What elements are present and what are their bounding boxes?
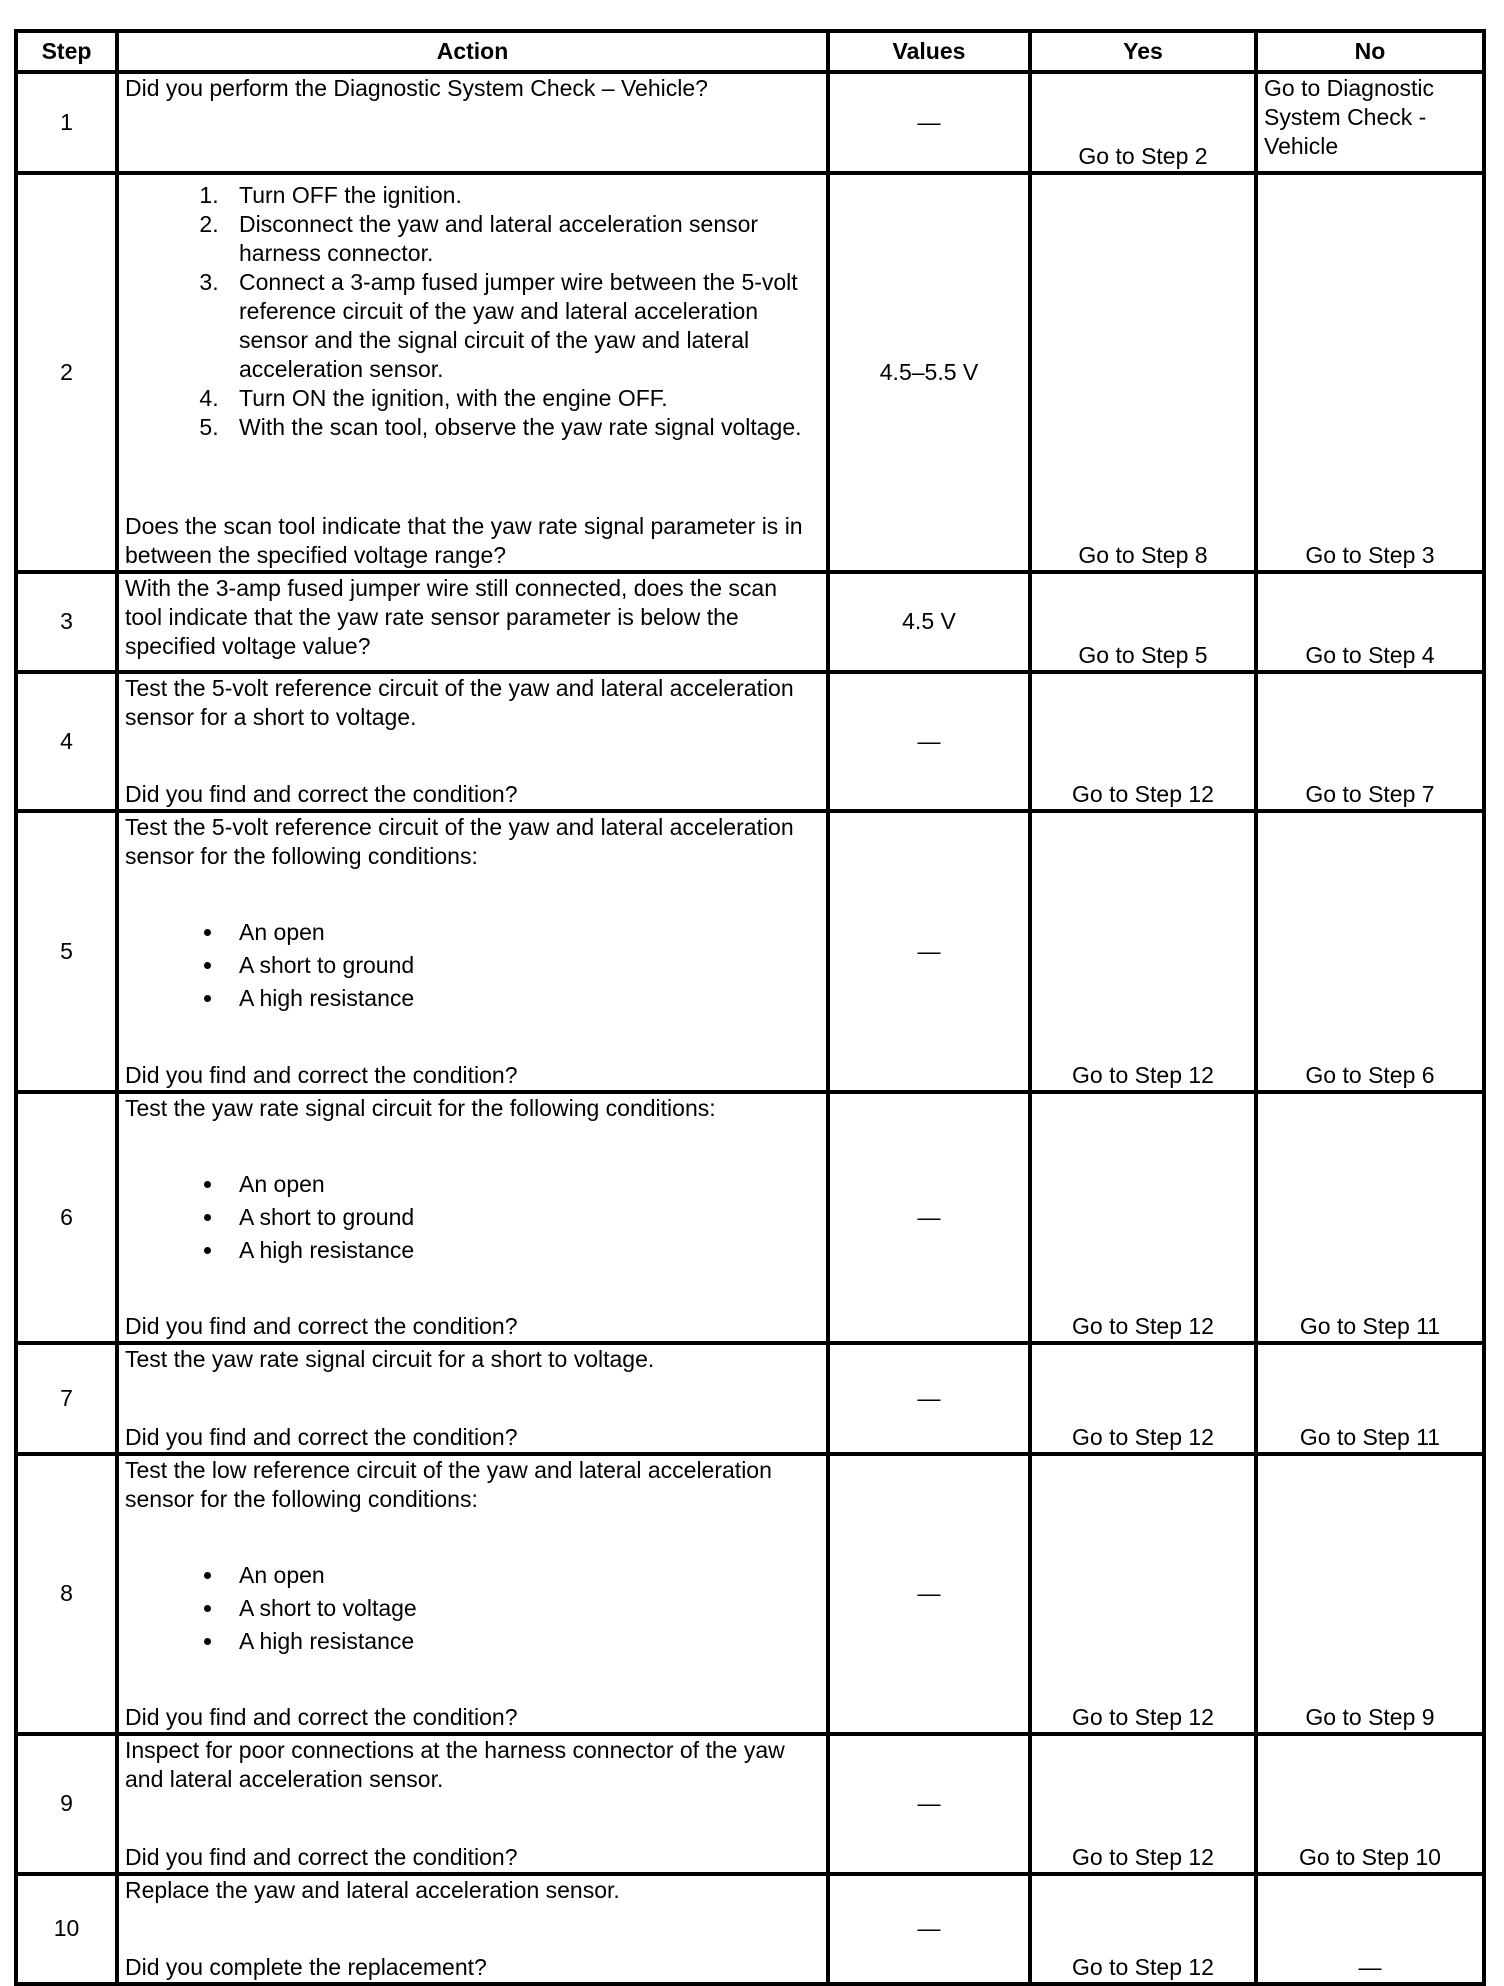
header-row xyxy=(16,31,1484,72)
values-cell: — xyxy=(828,811,1030,1092)
condition-list xyxy=(125,916,820,1015)
condition-item: • An open xyxy=(225,1559,820,1592)
values-cell: — xyxy=(828,1092,1030,1344)
values-cell: — xyxy=(828,1734,1030,1873)
yes-cell: Go to Step 12 xyxy=(1030,1734,1256,1873)
table-row xyxy=(16,72,1484,173)
action-question: Did you find and correct the condition? xyxy=(125,1704,518,1731)
condition-item: • A high resistance xyxy=(225,1625,820,1658)
table-row xyxy=(16,173,1484,572)
header-no: No xyxy=(1256,31,1484,72)
action-cell xyxy=(117,1343,828,1453)
action-text: Did you perform the Diagnostic System Check – Vehicle? xyxy=(125,75,708,101)
condition-list xyxy=(125,1559,820,1658)
no-cell: Go to Step 10 xyxy=(1256,1734,1484,1873)
no-cell: Go to Step 11 xyxy=(1256,1092,1484,1344)
action-text: Test the yaw rate signal circuit for a short to voltage. xyxy=(125,1346,655,1373)
values-cell: — xyxy=(828,672,1030,811)
header-yes: Yes xyxy=(1030,31,1256,72)
action-cell xyxy=(117,1454,828,1735)
step-number: 7 xyxy=(16,1343,117,1453)
no-cell: Go to Step 7 xyxy=(1256,672,1484,811)
procedure-item: 2. Disconnect the yaw and lateral acceleration sensor harness connector. xyxy=(225,210,820,268)
action-question: Did you find and correct the condition? xyxy=(125,1313,518,1340)
header-step: Step xyxy=(16,31,117,72)
condition-item: • A high resistance xyxy=(225,1234,820,1267)
action-cell xyxy=(117,1874,828,1984)
step-number: 2 xyxy=(16,173,117,572)
table-row xyxy=(16,1092,1484,1344)
values-cell: — xyxy=(828,1874,1030,1984)
step-number: 6 xyxy=(16,1092,117,1344)
action-question: Does the scan tool indicate that the yaw rate signal parameter is in between the specified voltage range? xyxy=(125,513,803,569)
action-cell xyxy=(117,1092,828,1344)
action-text: Test the yaw rate signal circuit for the following conditions: xyxy=(125,1094,716,1121)
procedure-list xyxy=(125,181,820,442)
yes-cell: Go to Step 12 xyxy=(1030,1874,1256,1984)
values-cell: — xyxy=(828,1343,1030,1453)
yes-cell: Go to Step 12 xyxy=(1030,1343,1256,1453)
action-cell xyxy=(117,672,828,811)
action-cell xyxy=(117,1734,828,1873)
table-row xyxy=(16,1734,1484,1873)
no-cell: Go to Step 4 xyxy=(1256,572,1484,671)
no-cell: Go to Step 9 xyxy=(1256,1454,1484,1735)
table-row xyxy=(16,1874,1484,1984)
step-number: 10 xyxy=(16,1874,117,1984)
action-text: With the 3-amp fused jumper wire still connected, does the scan tool indicate that the yaw rate sensor parameter is below the specified voltage value? xyxy=(125,575,777,660)
yes-cell: Go to Step 5 xyxy=(1030,572,1256,671)
yes-cell: Go to Step 12 xyxy=(1030,811,1256,1092)
step-number: 1 xyxy=(16,72,117,173)
action-question: Did you find and correct the condition? xyxy=(125,1843,518,1870)
yes-cell: Go to Step 8 xyxy=(1030,173,1256,572)
yes-cell: Go to Step 12 xyxy=(1030,1092,1256,1344)
diagnostic-table xyxy=(14,29,1486,1986)
table-row xyxy=(16,1343,1484,1453)
yes-cell: Go to Step 12 xyxy=(1030,1454,1256,1735)
step-number: 5 xyxy=(16,811,117,1092)
action-text: Test the 5-volt reference circuit of the yaw and lateral acceleration sensor for the following conditions: xyxy=(125,813,794,869)
procedure-item: 5. With the scan tool, observe the yaw rate signal voltage. xyxy=(225,413,820,442)
condition-item: • An open xyxy=(225,916,820,949)
condition-item: • A short to voltage xyxy=(225,1592,820,1625)
action-text: Test the low reference circuit of the yaw and lateral acceleration sensor for the following conditions: xyxy=(125,1456,772,1512)
action-cell xyxy=(117,811,828,1092)
yes-cell: Go to Step 2 xyxy=(1030,72,1256,173)
no-cell: Go to Step 11 xyxy=(1256,1343,1484,1453)
no-cell: Go to Step 6 xyxy=(1256,811,1484,1092)
action-question: Did you find and correct the condition? xyxy=(125,1061,518,1088)
values-cell: — xyxy=(828,72,1030,173)
values-cell: 4.5–5.5 V xyxy=(828,173,1030,572)
table-row xyxy=(16,672,1484,811)
action-text: Inspect for poor connections at the harness connector of the yaw and lateral acceleration sensor. xyxy=(125,1737,785,1793)
action-question: Did you find and correct the condition? xyxy=(125,780,518,807)
condition-item: • An open xyxy=(225,1168,820,1201)
condition-item: • A high resistance xyxy=(225,982,820,1015)
step-number: 3 xyxy=(16,572,117,671)
action-cell xyxy=(117,72,828,173)
values-cell: 4.5 V xyxy=(828,572,1030,671)
condition-list xyxy=(125,1168,820,1267)
header-action: Action xyxy=(117,31,828,72)
no-cell: Go to Diagnostic System Check - Vehicle xyxy=(1256,72,1484,173)
table-row xyxy=(16,1454,1484,1735)
table-row xyxy=(16,811,1484,1092)
yes-cell: Go to Step 12 xyxy=(1030,672,1256,811)
procedure-item: 3. Connect a 3-amp fused jumper wire between the 5-volt reference circuit of the yaw and lateral acceleration sensor and the signal circuit of the yaw and lateral acceleration sensor. xyxy=(225,268,820,384)
no-cell: — xyxy=(1256,1874,1484,1984)
condition-item: • A short to ground xyxy=(225,949,820,982)
no-cell: Go to Step 3 xyxy=(1256,173,1484,572)
action-text: Replace the yaw and lateral acceleration sensor. xyxy=(125,1876,620,1903)
action-question: Did you complete the replacement? xyxy=(125,1954,487,1980)
procedure-item: 1. Turn OFF the ignition. xyxy=(225,181,820,210)
step-number: 9 xyxy=(16,1734,117,1873)
step-number: 4 xyxy=(16,672,117,811)
values-cell: — xyxy=(828,1454,1030,1735)
header-values: Values xyxy=(828,31,1030,72)
table-row xyxy=(16,572,1484,671)
action-cell xyxy=(117,173,828,572)
condition-item: • A short to ground xyxy=(225,1201,820,1234)
action-cell xyxy=(117,572,828,671)
action-question: Did you find and correct the condition? xyxy=(125,1423,518,1450)
step-number: 8 xyxy=(16,1454,117,1735)
action-text: Test the 5-volt reference circuit of the yaw and lateral acceleration sensor for a short to voltage. xyxy=(125,674,794,730)
procedure-item: 4. Turn ON the ignition, with the engine OFF. xyxy=(225,384,820,413)
